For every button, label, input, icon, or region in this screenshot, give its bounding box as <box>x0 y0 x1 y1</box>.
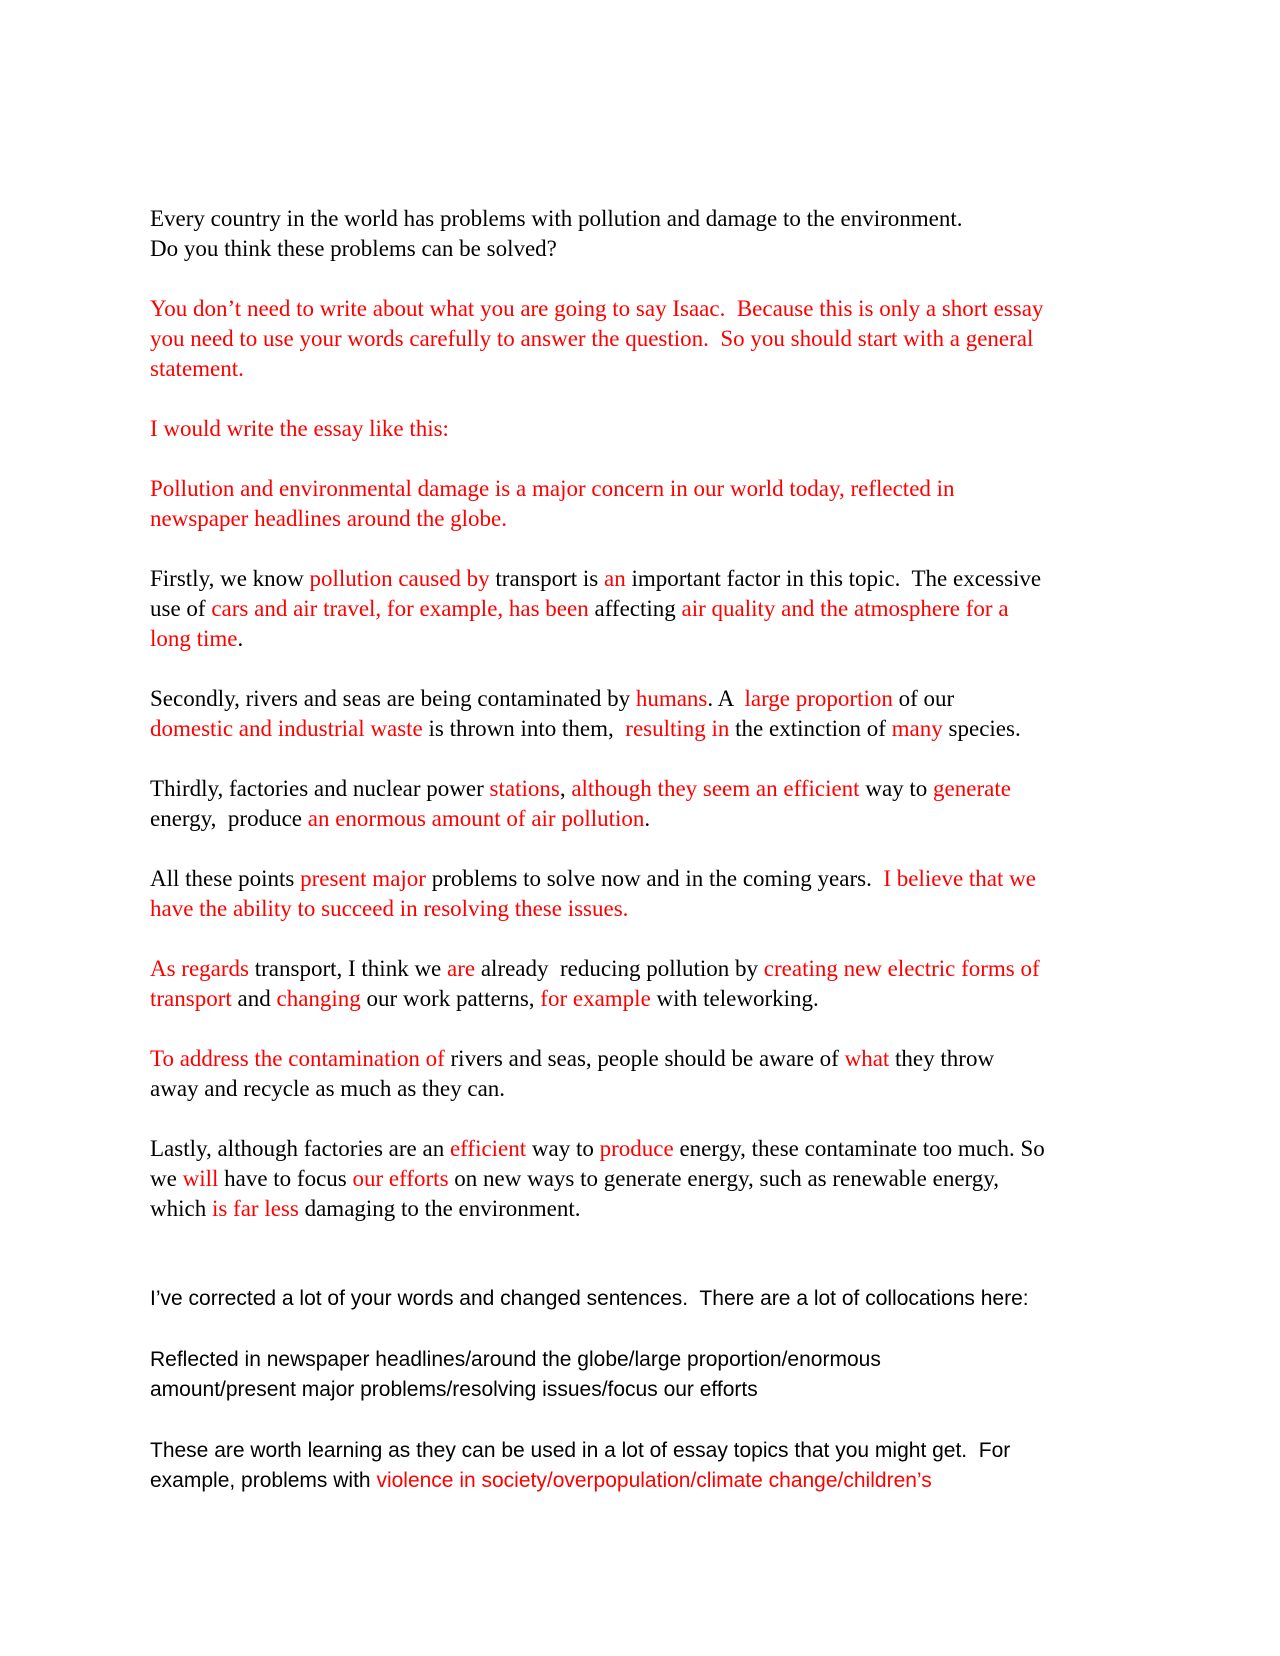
original-text: Do you think these problems can be solved? <box>150 236 557 261</box>
text-line <box>150 986 819 1011</box>
original-text: species. <box>942 716 1021 741</box>
original-text: away and recycle as much as they can. <box>150 1076 506 1101</box>
text-line <box>150 296 1043 321</box>
correction-text: resulting in <box>625 716 730 741</box>
text-line <box>150 1469 932 1492</box>
text-line <box>150 896 628 921</box>
paragraph-4 <box>150 474 1140 534</box>
correction-text: generate <box>933 776 1011 801</box>
correction-text: creating new electric forms of <box>763 956 1040 981</box>
correction-text: present major <box>300 866 426 891</box>
original-text: These are worth learning as they can be used in a lot of essay topics that you might get. For <box>150 1438 1011 1462</box>
paragraph-12 <box>150 1284 1140 1315</box>
correction-text: is far less <box>211 1196 299 1221</box>
text-line <box>150 716 1021 741</box>
original-text: affecting <box>588 596 682 621</box>
correction-text: many <box>891 716 943 741</box>
text-line <box>150 356 244 381</box>
original-text: energy, produce <box>150 806 308 831</box>
text-line <box>150 866 1036 891</box>
text-line <box>150 596 1009 621</box>
correction-text: I would write the essay like this: <box>150 416 449 441</box>
paragraph-8 <box>150 864 1140 924</box>
original-text: . A <box>707 686 745 711</box>
correction-text: for example <box>540 986 651 1011</box>
text-line <box>150 956 1040 981</box>
text-line <box>150 236 557 261</box>
original-text: energy, these contaminate too much. So <box>673 1136 1045 1161</box>
text-line <box>150 476 955 501</box>
correction-text: an enormous amount of air pollution <box>307 806 645 831</box>
text-line <box>150 1287 1029 1310</box>
document-page <box>150 204 1140 1497</box>
correction-text: domestic and industrial waste <box>150 716 423 741</box>
paragraph-5 <box>150 564 1140 654</box>
original-text: Lastly, although factories are an <box>150 1136 450 1161</box>
correction-text: You don’t need to write about what you are going to say Isaac. Because this is only a short essay <box>150 296 1044 321</box>
correction-text: As regards <box>150 956 249 981</box>
original-text: of our <box>892 686 955 711</box>
correction-text: will <box>182 1166 219 1191</box>
original-text: I’ve corrected a lot of your words and changed sentences. There are a lot of collocations here: <box>150 1287 1029 1310</box>
original-text: we <box>150 1166 183 1191</box>
original-text: have to focus <box>218 1166 353 1191</box>
text-line <box>150 1136 1045 1161</box>
original-text: with teleworking. <box>650 986 819 1011</box>
correction-text: stations <box>489 776 560 801</box>
paragraph-11 <box>150 1134 1140 1224</box>
original-text: amount/present major problems/resolving issues/focus our efforts <box>150 1378 758 1401</box>
text-line <box>150 1439 1010 1462</box>
text-line <box>150 1378 758 1401</box>
correction-text: Pollution and environmental damage is a major concern in our world today, reflected in <box>150 476 955 501</box>
original-text: on new ways to generate energy, such as renewable energy, <box>448 1166 1000 1191</box>
text-line <box>150 1166 999 1191</box>
original-text: is thrown into them, <box>422 716 626 741</box>
original-text: Secondly, rivers and seas are being contaminated by <box>150 686 636 711</box>
correction-text: newspaper headlines around the globe. <box>150 506 508 531</box>
original-text: damaging to the environment. <box>298 1196 581 1221</box>
original-text: way to <box>859 776 934 801</box>
original-text: important factor in this topic. The excessive <box>625 566 1042 591</box>
correction-text: you need to use your words carefully to answer the question. So you should start with a general <box>150 326 1034 351</box>
text-line <box>150 506 507 531</box>
paragraph-6 <box>150 684 1140 744</box>
text-line <box>150 1196 581 1221</box>
text-line <box>150 566 1041 591</box>
paragraph-1 <box>150 204 1140 264</box>
original-text: already reducing pollution by <box>475 956 764 981</box>
correction-text: humans <box>635 686 708 711</box>
correction-text: are <box>447 956 476 981</box>
original-text: and <box>231 986 277 1011</box>
section-spacer <box>150 1254 1140 1284</box>
original-text: the extinction of <box>729 716 892 741</box>
original-text: All these points <box>150 866 301 891</box>
paragraph-13 <box>150 1345 1140 1406</box>
original-text: problems to solve now and in the coming years. <box>425 866 884 891</box>
text-line <box>150 1348 881 1371</box>
text-line <box>150 1046 994 1071</box>
correction-text: To address the contamination of <box>150 1046 445 1071</box>
paragraph-9 <box>150 954 1140 1014</box>
paragraph-7 <box>150 774 1140 834</box>
correction-text: cars and air travel, for example, has been <box>211 596 589 621</box>
original-text: example, problems with <box>150 1469 377 1492</box>
original-text: use of <box>150 596 212 621</box>
correction-text: violence in society/overpopulation/climate change/children’s <box>376 1469 932 1492</box>
original-text: Every country in the world has problems with pollution and damage to the environment. <box>150 206 963 231</box>
text-line <box>150 686 954 711</box>
original-text: way to <box>526 1136 600 1161</box>
correction-text: pollution caused by <box>309 566 490 591</box>
paragraph-3 <box>150 414 1140 444</box>
text-line <box>150 206 963 231</box>
correction-text: air quality and the atmosphere for a <box>681 596 1009 621</box>
text-line <box>150 416 449 441</box>
original-text: Firstly, we know <box>150 566 310 591</box>
original-text: our work patterns, <box>360 986 541 1011</box>
correction-text: I believe that we <box>883 866 1036 891</box>
original-text: . <box>237 626 244 651</box>
correction-text: large proportion <box>744 686 893 711</box>
correction-text: although they seem an efficient <box>571 776 860 801</box>
correction-text: changing <box>276 986 361 1011</box>
correction-text: an <box>604 566 626 591</box>
text-line <box>150 776 1011 801</box>
original-text: transport is <box>489 566 605 591</box>
original-text: Reflected in newspaper headlines/around the globe/large proportion/enormous <box>150 1347 881 1371</box>
paragraph-2 <box>150 294 1140 384</box>
text-line <box>150 626 243 651</box>
correction-text: statement. <box>150 356 244 381</box>
correction-text: efficient <box>449 1136 527 1161</box>
original-text: rivers and seas, people should be aware of <box>444 1046 845 1071</box>
original-text: . <box>644 806 651 831</box>
correction-text: transport <box>150 986 232 1011</box>
correction-text: what <box>844 1046 890 1071</box>
paragraph-10 <box>150 1044 1140 1104</box>
paragraph-14 <box>150 1436 1140 1497</box>
original-text: Thirdly, factories and nuclear power <box>150 776 490 801</box>
text-line <box>150 806 650 831</box>
text-line <box>150 326 1033 351</box>
correction-text: have the ability to succeed in resolving these issues. <box>150 896 629 921</box>
correction-text: our efforts <box>352 1166 449 1191</box>
original-text: transport, I think we <box>249 956 448 981</box>
text-line <box>150 1076 505 1101</box>
original-text: , <box>559 776 572 801</box>
correction-text: long time <box>150 626 238 651</box>
correction-text: produce <box>599 1136 674 1161</box>
original-text: they throw <box>889 1046 995 1071</box>
original-text: which <box>150 1196 212 1221</box>
